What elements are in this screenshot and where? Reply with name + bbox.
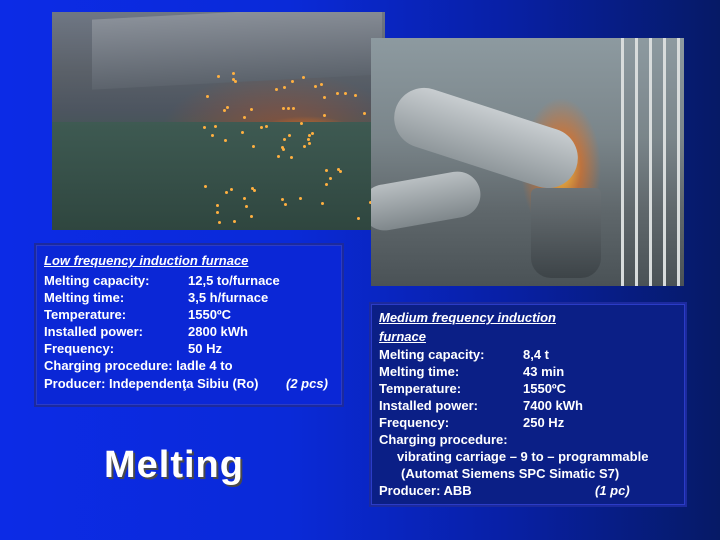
quantity: (1 pc) bbox=[595, 483, 630, 498]
spec-value: 2800 kWh bbox=[188, 324, 248, 339]
spec-label: Melting time: bbox=[44, 290, 125, 305]
safety-railing bbox=[621, 38, 684, 286]
spark bbox=[260, 126, 263, 129]
medium-frequency-info-box bbox=[369, 302, 687, 507]
spark bbox=[354, 94, 357, 97]
spec-value: 3,5 h/furnace bbox=[188, 290, 269, 305]
spark bbox=[303, 145, 306, 148]
spark bbox=[336, 92, 339, 95]
spec-label: Temperature: bbox=[379, 381, 462, 396]
spark bbox=[275, 88, 278, 91]
spec-value: 1550ºC bbox=[188, 307, 232, 322]
spec-label: Melting capacity: bbox=[44, 273, 150, 288]
spark bbox=[233, 220, 236, 223]
spec-label: Frequency: bbox=[44, 341, 115, 356]
spark bbox=[217, 75, 220, 78]
quantity: (2 pcs) bbox=[286, 376, 328, 391]
spark bbox=[265, 125, 268, 128]
medium-frequency-furnace-photo bbox=[371, 38, 684, 286]
spec-value: 8,4 t bbox=[523, 347, 550, 362]
spark bbox=[292, 107, 295, 110]
spark bbox=[284, 203, 287, 206]
spark bbox=[230, 188, 233, 191]
spec-value: 7400 kWh bbox=[523, 398, 583, 413]
spark bbox=[224, 139, 227, 142]
spark bbox=[344, 92, 347, 95]
charging-procedure-label: Charging procedure: bbox=[379, 432, 508, 447]
spark bbox=[211, 134, 214, 137]
charging-procedure-controller: (Automat Siemens SPC Simatic S7) bbox=[401, 466, 620, 481]
spec-value: 12,5 to/furnace bbox=[188, 273, 280, 288]
spark bbox=[325, 169, 328, 172]
producer: Producer: Independenţa Sibiu (Ro) bbox=[44, 376, 259, 391]
low-frequency-title: Low frequency induction furnace bbox=[44, 253, 249, 268]
medium-frequency-title-line1: Medium frequency induction bbox=[379, 310, 556, 325]
spec-label: Frequency: bbox=[379, 415, 450, 430]
spark bbox=[241, 131, 244, 134]
spark bbox=[283, 86, 286, 89]
spark bbox=[216, 204, 219, 207]
spark bbox=[251, 187, 254, 190]
spec-label: Melting capacity: bbox=[379, 347, 485, 362]
spark bbox=[250, 108, 253, 111]
spark bbox=[299, 197, 302, 200]
spark bbox=[323, 96, 326, 99]
spark bbox=[226, 106, 229, 109]
exhaust-pipe-lower bbox=[371, 168, 484, 234]
charging-procedure: Charging procedure: ladle 4 to bbox=[44, 358, 233, 373]
producer: Producer: ABB bbox=[379, 483, 472, 498]
spec-label: Installed power: bbox=[44, 324, 143, 339]
spark bbox=[329, 177, 332, 180]
charging-procedure-detail: vibrating carriage – 9 to – programmable bbox=[397, 449, 649, 464]
spark bbox=[291, 80, 294, 83]
spark bbox=[206, 95, 209, 98]
furnace-roof bbox=[92, 12, 382, 90]
spark bbox=[363, 112, 366, 115]
spec-value: 50 Hz bbox=[188, 341, 222, 356]
spec-label: Installed power: bbox=[379, 398, 478, 413]
spark bbox=[320, 83, 323, 86]
spec-value: 43 min bbox=[523, 364, 565, 379]
low-frequency-info-box bbox=[34, 243, 344, 407]
spark bbox=[337, 168, 340, 171]
spark bbox=[323, 114, 326, 117]
pouring-ladle bbox=[531, 188, 601, 278]
spec-value: 250 Hz bbox=[523, 415, 565, 430]
spark bbox=[314, 85, 317, 88]
spark bbox=[287, 107, 290, 110]
spark bbox=[311, 132, 314, 135]
spec-value: 1550ºC bbox=[523, 381, 567, 396]
slide-title: Melting bbox=[104, 444, 244, 486]
spark bbox=[357, 217, 360, 220]
spark bbox=[245, 205, 248, 208]
furnace-body bbox=[52, 122, 385, 230]
spark bbox=[223, 109, 226, 112]
spark bbox=[225, 191, 228, 194]
spec-label: Temperature: bbox=[44, 307, 127, 322]
low-frequency-furnace-photo bbox=[52, 12, 385, 230]
spark bbox=[281, 198, 284, 201]
spark bbox=[243, 116, 246, 119]
medium-frequency-title-line2: furnace bbox=[379, 329, 426, 344]
spark bbox=[282, 107, 285, 110]
spec-label: Melting time: bbox=[379, 364, 460, 379]
spark bbox=[218, 221, 221, 224]
spark bbox=[232, 72, 235, 75]
spark bbox=[302, 76, 305, 79]
